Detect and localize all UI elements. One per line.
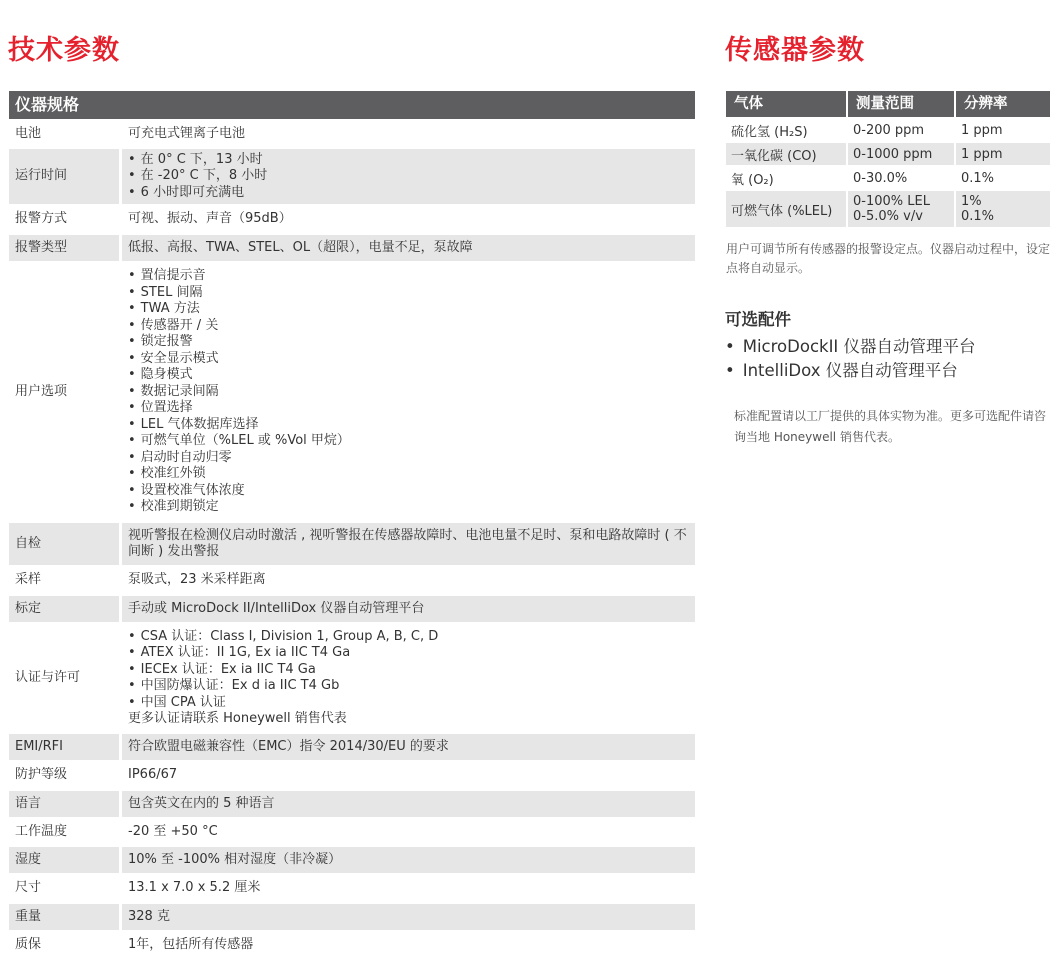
spec-key: 认证与许可 bbox=[15, 669, 81, 685]
technical-params-heading: 技术参数 bbox=[8, 35, 120, 66]
sensor-table-header bbox=[726, 91, 1052, 117]
sensor-range bbox=[848, 191, 956, 227]
spec-value-text: 手动或 MicroDock II/IntelliDox 仪器自动管理平台 bbox=[128, 600, 425, 616]
spec-value bbox=[122, 624, 695, 732]
col-range-header: 测量范围 bbox=[848, 91, 956, 117]
spec-value-text: 1年，包括所有传感器 bbox=[128, 936, 254, 952]
accessory-item: • IntelliDox 仪器自动管理平台 bbox=[725, 359, 976, 383]
spec-value-text: 泵吸式，23 米采样距离 bbox=[128, 572, 266, 588]
sensor-row bbox=[726, 189, 1052, 227]
spec-list-item: • 校准到期锁定 bbox=[128, 499, 689, 516]
spec-row bbox=[9, 521, 695, 565]
alarm-setpoint-note: 用户可调节所有传感器的报警设定点。仪器启动过程中，设定点将自动显示。 bbox=[726, 242, 1051, 275]
spec-list-item: • 安全显示模式 bbox=[128, 351, 689, 368]
spec-row bbox=[9, 204, 695, 233]
sensor-resolution-line: 0.1% bbox=[961, 170, 995, 186]
sensor-range-line: 0-30.0% bbox=[853, 170, 908, 186]
spec-value-text: 10% 至 -100% 相对湿度（非冷凝） bbox=[128, 851, 342, 867]
sensor-resolution-line: 0.1% bbox=[961, 209, 995, 224]
spec-key: EMI/RFI bbox=[9, 734, 119, 760]
sensor-gas: 氧 (O₂) bbox=[726, 167, 848, 189]
sensor-resolution-line: 1 ppm bbox=[961, 122, 1003, 138]
spec-row bbox=[9, 565, 695, 594]
spec-row bbox=[9, 845, 695, 873]
spec-value bbox=[122, 567, 695, 594]
spec-list-item: • 6 小时即可充满电 bbox=[128, 185, 689, 202]
spec-key: 电池 bbox=[15, 125, 42, 141]
sensor-row bbox=[726, 117, 1052, 141]
spec-extra-note: 更多认证请联系 Honeywell 销售代表 bbox=[128, 711, 347, 726]
spec-value bbox=[122, 847, 695, 873]
sensor-gas: 可燃气体 (%LEL) bbox=[726, 191, 848, 227]
spec-value-text: 可视、振动、声音（95dB） bbox=[128, 211, 292, 227]
spec-value-text: IP66/67 bbox=[128, 767, 178, 783]
sensor-range-line: 0-1000 ppm bbox=[853, 146, 933, 162]
spec-value-text: 可充电式锂离子电池 bbox=[128, 125, 246, 141]
spec-value bbox=[122, 523, 695, 565]
sensor-row bbox=[726, 141, 1052, 165]
sensor-gas: 一氧化碳 (CO) bbox=[726, 143, 848, 165]
spec-key: 防护等级 bbox=[15, 767, 68, 783]
spec-value-text: 低报、高报、TWA、STEL、OL（超限），电量不足，泵故障 bbox=[128, 239, 473, 255]
col-resolution-header: 分辨率 bbox=[956, 91, 1052, 117]
spec-value-text: 328 克 bbox=[128, 908, 170, 924]
col-gas-header: 气体 bbox=[726, 91, 848, 117]
spec-list-item: • 启动时自动归零 bbox=[128, 450, 689, 467]
spec-key: 运行时间 bbox=[9, 149, 119, 204]
spec-row bbox=[9, 873, 695, 902]
spec-row bbox=[9, 261, 695, 521]
spec-value-text: 视听警报在检测仪启动时激活 , 视听警报在传感器故障时、电池电量不足时、泵和电路故障时 ( 不间断 ) 发出警报 bbox=[128, 527, 687, 559]
spec-value bbox=[122, 596, 695, 622]
sensor-range bbox=[848, 167, 956, 189]
spec-row bbox=[9, 594, 695, 622]
spec-value bbox=[122, 819, 695, 845]
spec-value-text: 符合欧盟电磁兼容性（EMC）指令 2014/30/EU 的要求 bbox=[128, 738, 449, 754]
instrument-spec-table bbox=[9, 91, 695, 958]
sensor-range-line: 0-200 ppm bbox=[853, 122, 925, 138]
spec-value bbox=[122, 904, 695, 930]
spec-key: 报警类型 bbox=[9, 235, 119, 261]
spec-key: 语言 bbox=[9, 791, 119, 817]
spec-key: 重量 bbox=[9, 904, 119, 930]
spec-list-item: • 校准红外锁 bbox=[128, 466, 689, 483]
sensor-resolution-line: 1 ppm bbox=[961, 146, 1003, 162]
spec-value bbox=[122, 121, 695, 147]
spec-key: 湿度 bbox=[9, 847, 119, 873]
spec-list-item: • 隐身模式 bbox=[128, 367, 689, 384]
accessory-item: • MicroDockII 仪器自动管理平台 bbox=[725, 335, 976, 359]
spec-list-item: • 在 -20° C 下，8 小时 bbox=[128, 168, 689, 185]
spec-row bbox=[9, 732, 695, 760]
sensor-params-heading: 传感器参数 bbox=[725, 35, 865, 66]
spec-row bbox=[9, 147, 695, 204]
spec-value bbox=[122, 762, 695, 789]
spec-value-list bbox=[128, 629, 689, 712]
accessories-list bbox=[725, 335, 976, 383]
spec-list-item: • 可燃气单位（%LEL 或 %Vol 甲烷） bbox=[128, 433, 689, 450]
spec-row bbox=[9, 817, 695, 845]
spec-value bbox=[122, 734, 695, 760]
spec-list-item: • 在 0° C 下，13 小时 bbox=[128, 152, 689, 169]
spec-row bbox=[9, 233, 695, 261]
sensor-gas: 硫化氢 (H₂S) bbox=[726, 119, 848, 141]
spec-value-text: 13.1 x 7.0 x 5.2 厘米 bbox=[128, 880, 261, 896]
spec-value bbox=[122, 206, 695, 233]
spec-value-text: 包含英文在内的 5 种语言 bbox=[128, 795, 275, 811]
spec-value-list bbox=[128, 152, 689, 202]
spec-row bbox=[9, 119, 695, 147]
spec-list-item: • LEL 气体数据库选择 bbox=[128, 417, 689, 434]
sensor-resolution bbox=[956, 119, 1052, 141]
spec-value bbox=[122, 149, 695, 204]
spec-list-item: • ATEX 认证：II 1G, Ex ia IIC T4 Ga bbox=[128, 645, 689, 662]
spec-value-text: -20 至 +50 °C bbox=[128, 823, 218, 839]
spec-list-item: • IECEx 认证：Ex ia IIC T4 Ga bbox=[128, 662, 689, 679]
sensor-range-line: 0-5.0% v/v bbox=[853, 209, 923, 224]
sensor-resolution bbox=[956, 167, 1052, 189]
spec-list-item: • 锁定报警 bbox=[128, 334, 689, 351]
spec-key: 工作温度 bbox=[15, 823, 68, 839]
spec-row bbox=[9, 622, 695, 732]
spec-value bbox=[122, 932, 695, 958]
sensor-resolution-line: 1% bbox=[961, 194, 982, 209]
sensor-table bbox=[726, 91, 1052, 227]
spec-list-item: • 传感器开 / 关 bbox=[128, 318, 689, 335]
spec-list-item: • 设置校准气体浓度 bbox=[128, 483, 689, 500]
spec-value bbox=[122, 235, 695, 261]
spec-key: 报警方式 bbox=[15, 211, 68, 227]
spec-key: 标定 bbox=[9, 596, 119, 622]
spec-row bbox=[9, 789, 695, 817]
spec-list-item: • TWA 方法 bbox=[128, 301, 689, 318]
spec-key: 采样 bbox=[15, 572, 42, 588]
spec-key: 自检 bbox=[9, 523, 119, 565]
spec-value-list bbox=[128, 268, 689, 516]
spec-value bbox=[122, 791, 695, 817]
spec-list-item: • STEL 间隔 bbox=[128, 285, 689, 302]
spec-value bbox=[122, 875, 695, 902]
sensor-range-line: 0-100% LEL bbox=[853, 194, 930, 209]
sensor-resolution bbox=[956, 143, 1052, 165]
spec-key: 质保 bbox=[15, 936, 42, 952]
sensor-row bbox=[726, 165, 1052, 189]
spec-list-item: • 置信提示音 bbox=[128, 268, 689, 285]
accessories-heading: 可选配件 bbox=[725, 310, 791, 329]
spec-row bbox=[9, 760, 695, 789]
spec-list-item: • 中国防爆认证：Ex d ia IIC T4 Gb bbox=[128, 678, 689, 695]
spec-list-item: • 中国 CPA 认证 bbox=[128, 695, 689, 712]
spec-key: 用户选项 bbox=[15, 383, 68, 399]
spec-table-title: 仪器规格 bbox=[9, 91, 695, 119]
sensor-range bbox=[848, 119, 956, 141]
sensor-resolution bbox=[956, 191, 1052, 227]
spec-value bbox=[122, 263, 695, 521]
spec-list-item: • 数据记录间隔 bbox=[128, 384, 689, 401]
spec-list-item: • CSA 认证：Class I, Division 1, Group A, B, C, D bbox=[128, 629, 689, 646]
spec-list-item: • 位置选择 bbox=[128, 400, 689, 417]
sensor-range bbox=[848, 143, 956, 165]
standard-config-note: 标准配置请以工厂提供的具体实物为准。更多可选配件请咨询当地 Honeywell 销售代表。 bbox=[734, 409, 1047, 444]
spec-row bbox=[9, 930, 695, 958]
spec-key: 尺寸 bbox=[15, 880, 42, 896]
spec-row bbox=[9, 902, 695, 930]
